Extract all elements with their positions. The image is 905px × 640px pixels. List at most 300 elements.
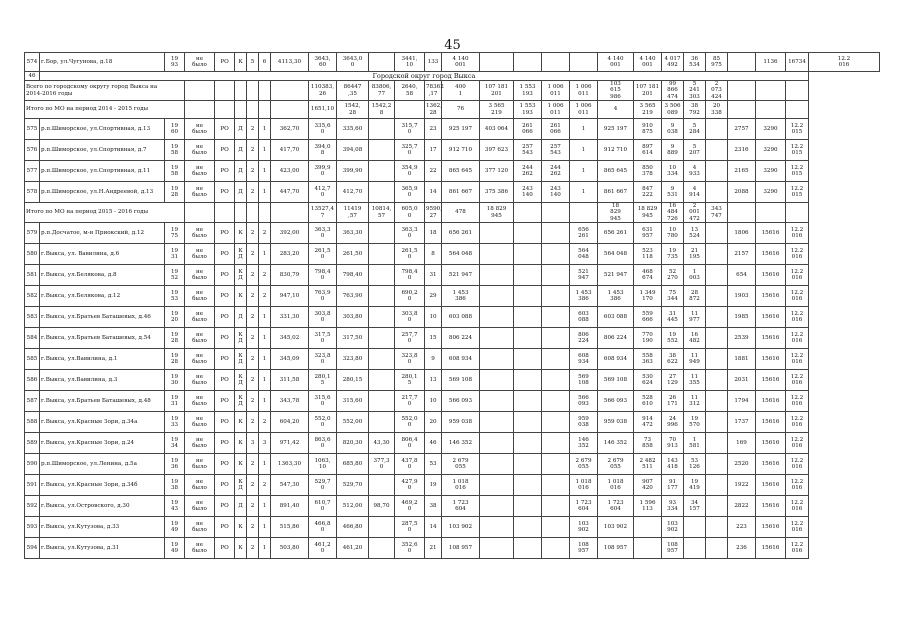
table-cell: 19 49 — [165, 538, 185, 559]
total-cell — [786, 203, 809, 223]
table-cell: 552,0 0 — [309, 412, 337, 433]
table-row — [25, 412, 880, 433]
table-cell: 2 482 511 — [634, 454, 662, 475]
table-cell: 412,7 0 — [309, 182, 337, 203]
table-cell — [706, 475, 728, 496]
table-cell: 377,3 0 — [369, 454, 395, 475]
table-cell: 2 — [247, 454, 259, 475]
table-cell: 610,7 0 — [309, 496, 337, 517]
table-cell — [542, 496, 570, 517]
table-cell — [706, 140, 728, 161]
table-cell — [728, 53, 756, 72]
table-cell: 468 674 — [634, 265, 662, 286]
table-cell: РО — [215, 53, 235, 72]
table-cell: 108 957 — [442, 538, 480, 559]
table-cell: 12.2 015 — [786, 182, 809, 203]
table-cell: 73 858 — [634, 433, 662, 454]
table-cell: РО — [215, 244, 235, 265]
table-cell: 1 453 386 — [442, 286, 480, 307]
table-cell: 146 352 — [598, 433, 634, 454]
table-cell — [480, 286, 514, 307]
table-cell: 1 — [259, 328, 271, 349]
table-cell: 280,1 5 — [309, 370, 337, 391]
table-cell: К — [235, 517, 247, 538]
table-cell: 586 — [25, 370, 40, 391]
table-cell: 1 — [570, 119, 598, 140]
table-cell: 512,00 — [337, 496, 369, 517]
table-cell: 798,4 0 — [395, 265, 425, 286]
table-cell — [514, 223, 542, 244]
table-cell: 580 — [25, 244, 40, 265]
table-cell: 2 679 055 — [442, 454, 480, 475]
table-cell: 1 — [259, 307, 271, 328]
table-cell: не было — [185, 223, 215, 244]
table-cell: 820,30 — [337, 433, 369, 454]
table-cell: 583 — [25, 307, 40, 328]
table-cell: 12.2 016 — [809, 53, 880, 72]
table-cell: 31 445 — [662, 307, 684, 328]
table-cell: 461,2 0 — [309, 538, 337, 559]
table-cell: 11 355 — [684, 370, 706, 391]
table-cell: 12.2 015 — [786, 161, 809, 182]
table-cell: РО — [215, 496, 235, 517]
table-cell — [542, 454, 570, 475]
table-cell: 552,00 — [337, 412, 369, 433]
total-cell: 18 829 945 — [634, 203, 662, 223]
table-cell: К Д — [235, 349, 247, 370]
table-cell: 1363,30 — [271, 454, 309, 475]
table-cell: 15616 — [756, 517, 786, 538]
total-cell — [247, 81, 259, 101]
table-cell: 2 — [259, 412, 271, 433]
table-cell: 343,78 — [271, 391, 309, 412]
table-cell — [369, 286, 395, 307]
table-cell: не было — [185, 244, 215, 265]
table-body — [25, 53, 880, 559]
table-cell: 236 — [728, 538, 756, 559]
table-cell — [706, 307, 728, 328]
table-cell: 3441, 10 — [395, 53, 425, 72]
table-cell: 15616 — [756, 349, 786, 370]
total-cell: 1362, 28 — [425, 101, 442, 119]
table-cell: 608 934 — [598, 349, 634, 370]
table-cell: 15616 — [756, 454, 786, 475]
table-row — [25, 391, 880, 412]
table-cell: 257 543 — [514, 140, 542, 161]
table-cell: 654 — [728, 265, 756, 286]
table-cell: 133 — [425, 53, 442, 72]
table-cell: 591 — [25, 475, 40, 496]
table-cell: 3 — [247, 433, 259, 454]
table-cell: 569 108 — [442, 370, 480, 391]
table-cell: 566 093 — [598, 391, 634, 412]
table-cell: 631 957 — [634, 223, 662, 244]
table-cell: 24 996 — [662, 412, 684, 433]
table-cell — [480, 391, 514, 412]
table-cell: К Д — [235, 265, 247, 286]
table-cell: 217,7 0 — [395, 391, 425, 412]
table-cell: 1 — [259, 538, 271, 559]
table-cell: 529,7 0 — [309, 475, 337, 496]
address-cell: р.п.Шиморское, ул.Спортивная, д.13 — [40, 119, 165, 140]
table-cell: 656 261 — [598, 223, 634, 244]
table-cell: не было — [185, 391, 215, 412]
table-cell: 427,9 0 — [395, 475, 425, 496]
table-cell: РО — [215, 328, 235, 349]
table-cell: 971,42 — [271, 433, 309, 454]
table-cell — [542, 307, 570, 328]
table-cell: 399,9 0 — [309, 161, 337, 182]
table-cell: 4 017 492 — [662, 53, 684, 72]
table-cell: 15616 — [756, 391, 786, 412]
total-cell: 18 829 945 — [480, 203, 514, 223]
table-cell: 575 — [25, 119, 40, 140]
table-cell — [706, 349, 728, 370]
total-cell — [271, 101, 309, 119]
table-cell: 566 093 — [442, 391, 480, 412]
table-cell: 75 344 — [662, 286, 684, 307]
table-cell: 362,70 — [271, 119, 309, 140]
table-cell: 52 270 — [662, 265, 684, 286]
table-cell: РО — [215, 119, 235, 140]
table-cell: 1 — [259, 454, 271, 475]
table-cell: 36 534 — [684, 53, 706, 72]
table-cell — [480, 517, 514, 538]
table-cell — [542, 265, 570, 286]
table-cell: 559 666 — [634, 307, 662, 328]
table-cell: К Д — [235, 475, 247, 496]
table-cell: 103 902 — [442, 517, 480, 538]
table-cell: 169 — [728, 433, 756, 454]
table-cell: РО — [215, 370, 235, 391]
table-cell: 108 957 — [662, 538, 684, 559]
total-cell: 1 553 193 — [514, 101, 542, 119]
total-cell: 1542,2 8 — [369, 101, 395, 119]
table-cell: 3643, 60 — [309, 53, 337, 72]
table-cell: 558 363 — [634, 349, 662, 370]
table-cell: 261 066 — [514, 119, 542, 140]
table-cell: не было — [185, 265, 215, 286]
table-row — [25, 244, 880, 265]
table-cell: 363,30 — [337, 223, 369, 244]
table-cell: 15616 — [756, 370, 786, 391]
table-cell: 9 889 — [662, 140, 684, 161]
table-cell: 317,5 0 — [309, 328, 337, 349]
table-cell — [706, 391, 728, 412]
table-cell: 143 418 — [662, 454, 684, 475]
address-cell: г.Выкса, ул.Островского, д.30 — [40, 496, 165, 517]
table-cell: 581 — [25, 265, 40, 286]
table-cell — [514, 328, 542, 349]
table-cell: 579 — [25, 223, 40, 244]
table-cell: 12.2 016 — [786, 244, 809, 265]
table-row — [25, 140, 880, 161]
table-cell — [369, 119, 395, 140]
total-cell: 1651,10 — [309, 101, 337, 119]
address-cell: г.Бор, ул.Чугунова, д.18 — [40, 53, 165, 72]
table-cell — [514, 265, 542, 286]
table-cell: 461,20 — [337, 538, 369, 559]
total-cell: 3 565 219 — [634, 101, 662, 119]
table-cell: Д — [235, 140, 247, 161]
table-cell: 12.2 016 — [786, 286, 809, 307]
table-cell: 43,30 — [369, 433, 395, 454]
table-cell: 3290 — [756, 182, 786, 203]
table-cell: 335,60 — [337, 119, 369, 140]
table-cell: 564 048 — [442, 244, 480, 265]
table-cell: 806 224 — [442, 328, 480, 349]
table-cell: 399,90 — [337, 161, 369, 182]
table-cell: 604,20 — [271, 412, 309, 433]
table-cell: 261,50 — [337, 244, 369, 265]
table-cell: 2 — [247, 538, 259, 559]
table-cell — [369, 307, 395, 328]
table-cell: 15616 — [756, 328, 786, 349]
table-cell: 569 108 — [598, 370, 634, 391]
table-cell: 5 — [247, 53, 259, 72]
table-cell: не было — [185, 53, 215, 72]
total-cell — [756, 101, 786, 119]
table-cell: 19 570 — [684, 412, 706, 433]
table-cell: 1 349 170 — [634, 286, 662, 307]
table-cell — [514, 307, 542, 328]
table-cell: 243 140 — [542, 182, 570, 203]
table-cell: 1 — [259, 349, 271, 370]
table-cell — [480, 496, 514, 517]
table-cell: 656 261 — [442, 223, 480, 244]
table-cell: 564 048 — [598, 244, 634, 265]
table-cell: 34 157 — [684, 496, 706, 517]
table-cell: 2 — [247, 391, 259, 412]
table-cell: К — [235, 538, 247, 559]
table-row — [25, 496, 880, 517]
table-cell: 375 386 — [480, 182, 514, 203]
table-cell: не было — [185, 328, 215, 349]
total-cell: 9590, 27 — [425, 203, 442, 223]
table-cell: 223 — [728, 517, 756, 538]
table-cell: 1 723 604 — [598, 496, 634, 517]
table-cell: 2 — [247, 244, 259, 265]
table-cell: 2 679 055 — [570, 454, 598, 475]
table-row — [25, 370, 880, 391]
table-cell — [542, 538, 570, 559]
total-cell: 1 006 011 — [542, 101, 570, 119]
table-cell: не было — [185, 517, 215, 538]
total-cell: 1 006 011 — [542, 81, 570, 101]
table-cell: 850 378 — [634, 161, 662, 182]
table-cell: 656 261 — [570, 223, 598, 244]
total-label: Итого по МО на период 2014 - 2015 годы — [25, 101, 185, 119]
table-cell: 582 — [25, 286, 40, 307]
table-cell: 29 — [425, 286, 442, 307]
table-cell: 2316 — [728, 140, 756, 161]
table-cell: 2822 — [728, 496, 756, 517]
table-cell: 947,10 — [271, 286, 309, 307]
table-cell: 2 679 055 — [598, 454, 634, 475]
table-cell: 323,80 — [337, 349, 369, 370]
table-cell: 13 — [425, 370, 442, 391]
table-cell — [706, 454, 728, 475]
table-cell: 1 453 386 — [598, 286, 634, 307]
total-cell — [395, 101, 425, 119]
table-cell: 1 596 113 — [634, 496, 662, 517]
table-cell: 23 — [425, 119, 442, 140]
total-cell — [215, 101, 235, 119]
table-cell: 21 195 — [684, 244, 706, 265]
table-cell: К Д — [235, 370, 247, 391]
table-cell: 412,70 — [337, 182, 369, 203]
table-cell: 603 088 — [570, 307, 598, 328]
table-cell: 861 667 — [598, 182, 634, 203]
table-cell: 10 — [425, 391, 442, 412]
total-cell — [185, 101, 215, 119]
total-cell — [235, 81, 247, 101]
table-cell: РО — [215, 265, 235, 286]
table-cell: не было — [185, 370, 215, 391]
table-cell: 529,70 — [337, 475, 369, 496]
total-row — [25, 203, 880, 223]
table-cell: 1 003 — [684, 265, 706, 286]
table-cell — [369, 391, 395, 412]
table-cell: 19 28 — [165, 182, 185, 203]
table-cell: 910 875 — [634, 119, 662, 140]
table-cell: 12.2 015 — [786, 140, 809, 161]
table-cell: 12.2 016 — [786, 307, 809, 328]
total-cell: 2640, 58 — [395, 81, 425, 101]
table-cell: 912 710 — [598, 140, 634, 161]
table-cell: 1806 — [728, 223, 756, 244]
table-cell: 2 — [247, 349, 259, 370]
table-row — [25, 517, 880, 538]
total-cell: 1 006 011 — [570, 81, 598, 101]
table-cell: 564 048 — [570, 244, 598, 265]
table-cell: 590 — [25, 454, 40, 475]
table-row — [25, 161, 880, 182]
table-cell: 2 — [247, 182, 259, 203]
total-cell — [728, 101, 756, 119]
table-cell: 1 018 016 — [442, 475, 480, 496]
address-cell: р.п.Шиморское, ул.Спортивная, д.11 — [40, 161, 165, 182]
table-cell: РО — [215, 517, 235, 538]
table-cell — [369, 412, 395, 433]
table-cell: 16734 — [786, 53, 809, 72]
table-cell — [369, 182, 395, 203]
table-cell: 108 957 — [570, 538, 598, 559]
table-cell: 280,15 — [337, 370, 369, 391]
table-cell: 1 723 604 — [442, 496, 480, 517]
table-cell — [369, 475, 395, 496]
total-cell — [259, 101, 271, 119]
table-cell: 16 482 — [684, 328, 706, 349]
table-cell: 1136 — [756, 53, 786, 72]
table-cell: 4 933 — [684, 161, 706, 182]
table-cell: РО — [215, 412, 235, 433]
table-cell: 261 066 — [542, 119, 570, 140]
total-cell — [215, 81, 235, 101]
table-cell — [514, 475, 542, 496]
address-cell: р.п.Шиморское, ул.Спортивная, д.7 — [40, 140, 165, 161]
table-cell: Д — [235, 161, 247, 182]
table-cell: 5 207 — [684, 140, 706, 161]
table-cell — [514, 454, 542, 475]
table-cell — [514, 496, 542, 517]
total-cell: 10814, 57 — [369, 203, 395, 223]
table-cell: 244 262 — [542, 161, 570, 182]
total-cell — [215, 203, 235, 223]
total-cell: 2 001 472 — [684, 203, 706, 223]
table-cell: 515,86 — [271, 517, 309, 538]
table-cell: К — [235, 412, 247, 433]
table-cell: Д — [235, 496, 247, 517]
table-cell: 303,8 0 — [309, 307, 337, 328]
table-cell: 447,70 — [271, 182, 309, 203]
table-cell: 2031 — [728, 370, 756, 391]
table-cell: 914 472 — [634, 412, 662, 433]
table-cell: не было — [185, 286, 215, 307]
address-cell: г.Выкса, ул.Красные Зори, д.34а — [40, 412, 165, 433]
table-cell — [480, 349, 514, 370]
table-cell — [369, 265, 395, 286]
table-cell: 287,5 0 — [395, 517, 425, 538]
table-cell — [480, 475, 514, 496]
table-cell: 331,30 — [271, 307, 309, 328]
table-cell: 19 53 — [165, 286, 185, 307]
total-cell — [247, 203, 259, 223]
table-cell — [480, 412, 514, 433]
table-cell: 15616 — [756, 475, 786, 496]
table-cell: 98,70 — [369, 496, 395, 517]
table-cell: 959 038 — [570, 412, 598, 433]
table-cell: 19 36 — [165, 454, 185, 475]
table-cell: 576 — [25, 140, 40, 161]
table-cell: 4 140 001 — [598, 53, 634, 72]
table-cell: 323,8 0 — [395, 349, 425, 370]
table-cell: 70 913 — [662, 433, 684, 454]
table-cell: Д — [235, 307, 247, 328]
table-cell: РО — [215, 223, 235, 244]
table-cell — [369, 140, 395, 161]
table-cell: 865 645 — [598, 161, 634, 182]
table-cell: 12.2 016 — [786, 328, 809, 349]
table-cell: 912 710 — [442, 140, 480, 161]
table-cell: 1 — [259, 182, 271, 203]
table-cell: 806,4 0 — [395, 433, 425, 454]
table-cell: не было — [185, 412, 215, 433]
table-cell — [480, 265, 514, 286]
table-cell — [706, 119, 728, 140]
table-cell: 11 312 — [684, 391, 706, 412]
housing-register-table — [24, 52, 880, 559]
table-cell: 2539 — [728, 328, 756, 349]
table-cell: 12.2 016 — [786, 349, 809, 370]
table-cell: 806 224 — [570, 328, 598, 349]
table-cell: РО — [215, 454, 235, 475]
total-cell — [235, 203, 247, 223]
table-cell: 4 140 001 — [634, 53, 662, 72]
table-row — [25, 223, 880, 244]
table-cell: 2 — [259, 286, 271, 307]
table-cell: 91 177 — [662, 475, 684, 496]
table-cell: 594 — [25, 538, 40, 559]
table-cell: 103 902 — [598, 517, 634, 538]
page-number: 45 — [444, 38, 461, 53]
table-cell: 377 120 — [480, 161, 514, 182]
total-cell: 99 866 474 — [662, 81, 684, 101]
table-cell — [706, 244, 728, 265]
table-cell: 26 171 — [662, 391, 684, 412]
table-cell: 2 — [259, 475, 271, 496]
table-cell: 1 — [259, 517, 271, 538]
